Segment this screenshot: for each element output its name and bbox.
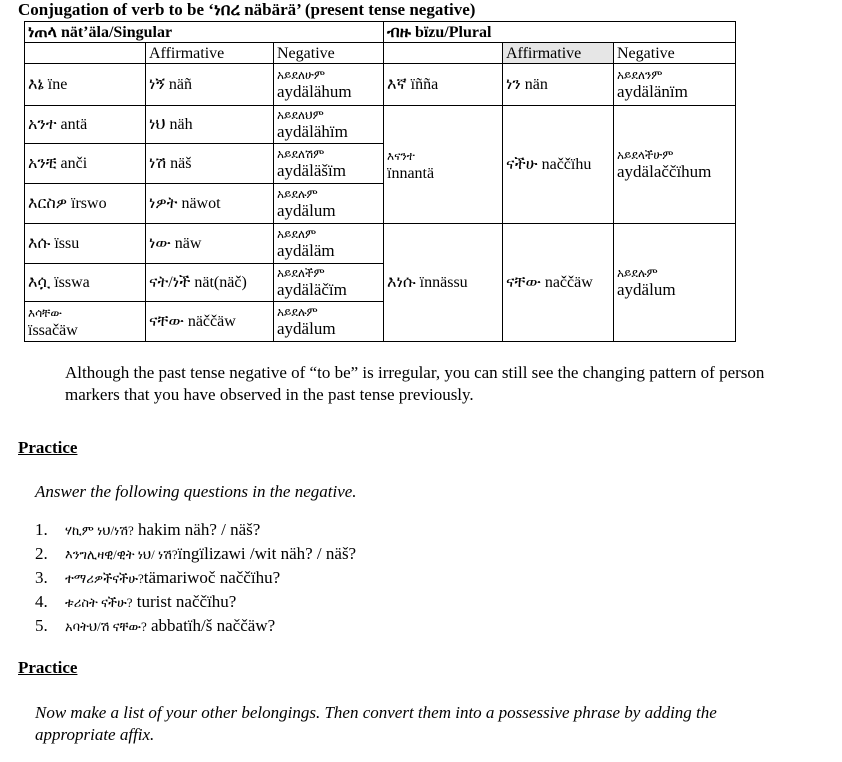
question-latin: abbatïh/š naččäw? (146, 616, 276, 635)
practice-heading: Practice (18, 658, 78, 677)
question-number: 5. (35, 616, 48, 635)
question-latin: ïngïlizawi /wit näh? / näš? (177, 544, 357, 563)
affirmative-header: Affirmative (503, 43, 614, 64)
negative-amharic: አይደለህም (277, 108, 324, 122)
pronoun-amharic: እሳቸው (28, 305, 62, 320)
question-amharic: አባትህ/ሽ ናቸው? (65, 619, 147, 634)
empty-cell (25, 43, 146, 64)
negative-cell (614, 224, 736, 342)
negative-cell (614, 106, 736, 224)
affirmative-cell: ነዎት näwot (146, 184, 274, 224)
affirmative-cell: ናችሁ naččïhu (503, 106, 614, 224)
affirmative-cell: ናቸው naččäw (503, 224, 614, 342)
negative-latin: aydälähïm (277, 122, 348, 141)
negative-latin: aydälum (277, 319, 336, 338)
negative-cell (274, 302, 384, 342)
negative-cell (614, 64, 736, 106)
negative-amharic: አይደሉም (617, 266, 658, 280)
negative-cell (274, 106, 384, 144)
affirmative-cell: ነን nän (503, 64, 614, 106)
affirmative-header: Affirmative (146, 43, 274, 64)
negative-amharic: አይደላችሁም (617, 148, 674, 162)
pronoun-cell: እርስዎ ïrswo (25, 184, 146, 224)
negative-amharic: አይደለሁም (277, 68, 326, 82)
question-latin: turist naččïhu? (132, 592, 237, 611)
negative-latin: aydälähum (277, 82, 352, 101)
singular-header: ነጠላ nät’äla/Singular (25, 22, 384, 43)
question-amharic: ሃኪም ነህ/ነሽ? (65, 523, 134, 538)
negative-latin: aydäläm (277, 241, 335, 260)
list-item (35, 518, 356, 542)
negative-header: Negative (274, 43, 384, 64)
question-amharic: ቱሪስት ናችሁ? (65, 595, 133, 610)
affirmative-cell: ናት/ነች nät(näč) (146, 264, 274, 302)
empty-cell (384, 43, 503, 64)
list-item (35, 590, 356, 614)
negative-cell (274, 224, 384, 264)
pronoun-cell: እሱ ïssu (25, 224, 146, 264)
question-amharic: ተማሪዎችናችሁ? (65, 571, 144, 586)
negative-amharic: አይደሉም (277, 305, 318, 319)
question-number: 1. (35, 520, 48, 539)
pronoun-cell: እኛ ïñña (384, 64, 503, 106)
plural-header: ብዙ bïzu/Plural (384, 22, 736, 43)
question-number: 4. (35, 592, 48, 611)
negative-cell (274, 64, 384, 106)
list-item (35, 614, 356, 638)
negative-amharic: አይደለሽም (277, 147, 325, 161)
negative-cell (274, 264, 384, 302)
negative-header: Negative (614, 43, 736, 64)
negative-cell (274, 184, 384, 224)
negative-amharic: አይደሉም (277, 187, 318, 201)
pronoun-cell: እሷ ïsswa (25, 264, 146, 302)
question-latin: tämariwoč naččïhu? (143, 568, 281, 587)
affirmative-cell: ነሽ näš (146, 144, 274, 184)
pronoun-cell: እኔ ïne (25, 64, 146, 106)
question-amharic: እንግሊዛዊ/ዊት ነህ/ ነሽ? (65, 547, 178, 562)
negative-latin: aydälaččïhum (617, 162, 712, 181)
negative-cell (274, 144, 384, 184)
pronoun-cell: አንተ antä (25, 106, 146, 144)
practice-instruction: Answer the following questions in the negative. (35, 482, 357, 501)
pronoun-cell (25, 302, 146, 342)
pronoun-cell: እነሱ ïnnässu (384, 224, 503, 342)
affirmative-cell: ነኝ näñ (146, 64, 274, 106)
list-item (35, 566, 356, 590)
question-list (35, 518, 356, 638)
page-title: Conjugation of verb to be ‘ነበረ näbärä’ (present tense negative) (18, 0, 476, 19)
affirmative-cell: ነህ näh (146, 106, 274, 144)
practice-instruction: Now make a list of your other belongings. Then convert them into a possessive phrase by adding the appropriate affix. (35, 703, 717, 744)
pronoun-amharic: እናንተ (387, 148, 415, 163)
negative-latin: aydäläčïm (277, 280, 347, 299)
affirmative-cell: ነው näw (146, 224, 274, 264)
pronoun-latin: ïssačäw (28, 321, 78, 339)
negative-latin: aydälum (617, 280, 676, 299)
negative-latin: aydälum (277, 201, 336, 220)
negative-amharic: አይደለም (277, 227, 317, 241)
pronoun-cell (384, 106, 503, 224)
practice-heading: Practice (18, 438, 78, 457)
negative-amharic: አይደለንም (617, 68, 663, 82)
affirmative-cell: ናቸው näččäw (146, 302, 274, 342)
negative-latin: aydälänïm (617, 82, 688, 101)
pronoun-latin: ïnnantä (387, 164, 435, 182)
question-number: 3. (35, 568, 48, 587)
negative-amharic: አይደለችም (277, 266, 325, 280)
conjugation-table (24, 21, 736, 342)
pronoun-cell: አንቺ anči (25, 144, 146, 184)
list-item (35, 542, 356, 566)
explanation-paragraph: Although the past tense negative of “to be” is irregular, you can still see the changing pattern of person markers that you have observed in the past tense previously. (65, 363, 765, 404)
question-number: 2. (35, 544, 48, 563)
question-latin: hakim näh? / näš? (133, 520, 261, 539)
negative-latin: aydäläšïm (277, 161, 346, 180)
